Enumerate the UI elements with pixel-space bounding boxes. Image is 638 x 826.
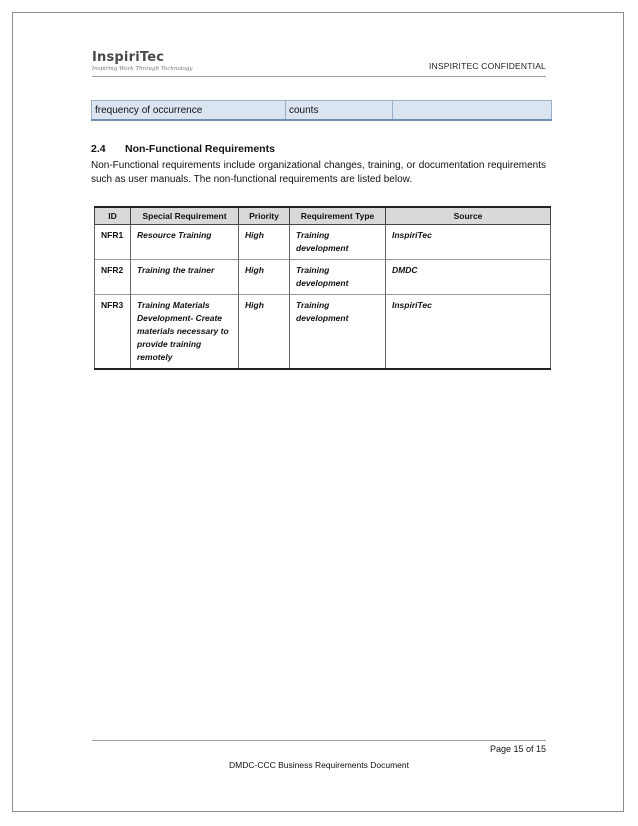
cell-source: InspiriTec: [386, 225, 551, 260]
table-header-row: [95, 207, 551, 225]
company-logo: [92, 50, 193, 72]
cell-priority: High: [239, 260, 290, 295]
page-border: [12, 12, 624, 812]
page-number: Page 15 of 15: [489, 744, 546, 754]
cell-id: NFR3: [95, 295, 131, 370]
freq-empty-cell: [393, 101, 552, 121]
frequency-table: [91, 100, 552, 121]
cell-id: NFR2: [95, 260, 131, 295]
column-header-requirement-type: Requirement Type: [290, 207, 386, 225]
cell-special-requirement: Training Materials Development- Create materials necessary to provide training remotely: [131, 295, 239, 370]
cell-special-requirement: Resource Training: [131, 225, 239, 260]
cell-priority: High: [239, 225, 290, 260]
cell-id: NFR1: [95, 225, 131, 260]
cell-priority: High: [239, 295, 290, 370]
table-row: [95, 225, 551, 260]
column-header-special-requirement: Special Requirement: [131, 207, 239, 225]
freq-label-cell: frequency of occurrence: [92, 101, 286, 121]
document-title: DMDC-CCC Business Requirements Document: [229, 760, 409, 770]
cell-special-requirement: Training the trainer: [131, 260, 239, 295]
freq-value-cell: counts: [286, 101, 393, 121]
header-divider: [92, 76, 546, 77]
table-row: [95, 260, 551, 295]
section-body: Non-Functional requirements include organizational changes, training, or documentation requirements such as user manuals. The non-functional requirements are listed below.: [91, 160, 546, 185]
section-number: 2.4: [91, 143, 106, 155]
confidential-label: INSPIRITEC CONFIDENTIAL: [428, 61, 546, 71]
cell-source: InspiriTec: [386, 295, 551, 370]
cell-requirement-type: Training development: [290, 260, 386, 295]
table-row: [92, 101, 552, 121]
requirements-table: [94, 206, 551, 370]
section-heading: [91, 143, 275, 155]
table-row: [95, 295, 551, 370]
cell-requirement-type: Training development: [290, 295, 386, 370]
column-header-id: ID: [95, 207, 131, 225]
column-header-priority: Priority: [239, 207, 290, 225]
logo-name: InspiriTec: [92, 50, 165, 65]
section-title: Non-Functional Requirements: [125, 143, 275, 155]
logo-tagline: Inspiring Work Through Technology: [92, 66, 193, 72]
footer-divider: [92, 740, 546, 741]
cell-requirement-type: Training development: [290, 225, 386, 260]
cell-source: DMDC: [386, 260, 551, 295]
column-header-source: Source: [386, 207, 551, 225]
